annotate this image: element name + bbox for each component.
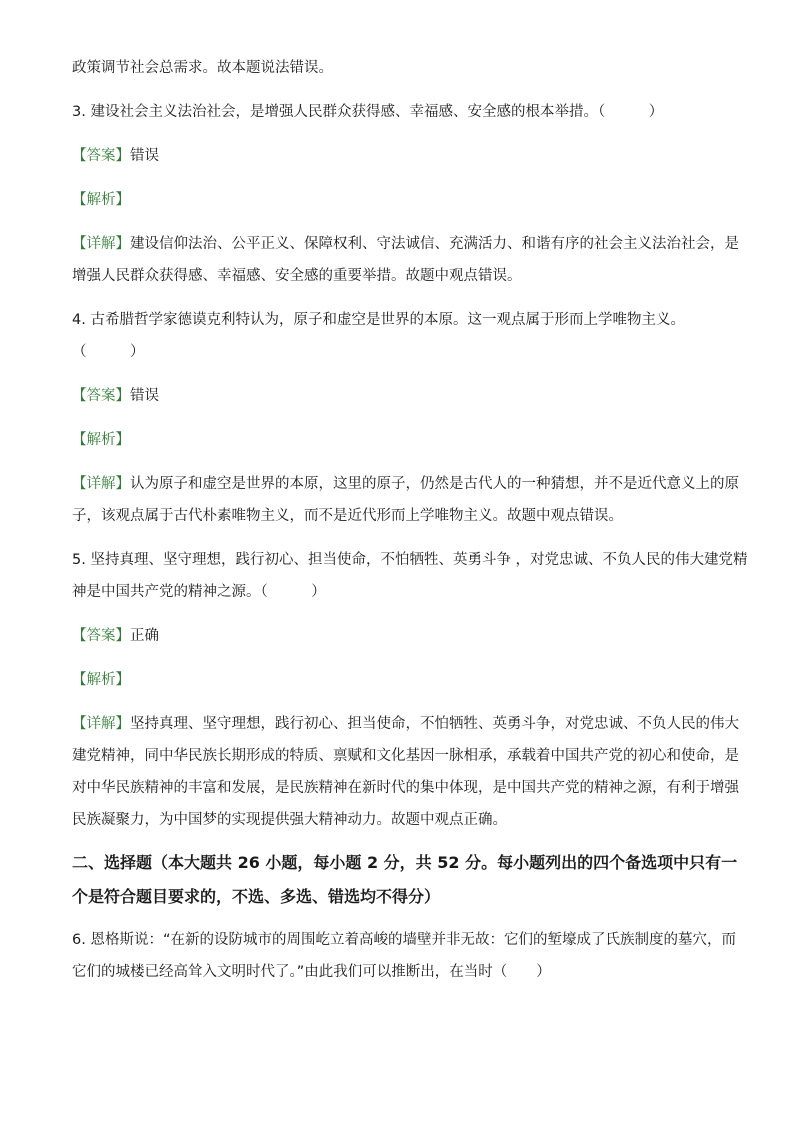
analysis-tag: 【解析】 — [72, 672, 130, 688]
answer-tag: 【答案】 — [72, 148, 130, 164]
q3-stem: 3. 建设社会主义法治社会，是增强人民群众获得感、幸福感、安全感的根本举措。（ ） — [72, 104, 664, 120]
section-heading: 个是符合题目要求的，不选、多选、错选均不得分） — [72, 887, 441, 906]
q5-detail-line — [72, 714, 739, 734]
q3-detail-line — [72, 234, 739, 254]
q5-stem-line: 5. 坚持真理、坚守理想，践行初心、担当使命，不怕牺牲、英勇斗争 ，对党忠诚、不负人民的伟大建党精 — [72, 552, 748, 568]
q3-analysis — [72, 190, 732, 210]
section-heading: 二、选择题（本大题共 26 小题，每小题 2 分，共 52 分。每小题列出的四个备选项中只有一 — [72, 853, 738, 872]
q4-answer — [72, 386, 732, 406]
answer-value: 错误 — [130, 388, 159, 404]
detail-tag: 【详解】 — [72, 476, 130, 492]
answer-value: 错误 — [130, 148, 159, 164]
answer-tag: 【答案】 — [72, 388, 130, 404]
q5-stem-line: 神是中国共产党的精神之源。（ ） — [72, 584, 326, 600]
q3-detail-line: 增强人民群众获得感、幸福感、安全感的重要举措。故题中观点错误。 — [72, 268, 522, 284]
q3-detail — [72, 234, 739, 286]
analysis-tag: 【解析】 — [72, 192, 130, 208]
answer-tag: 【答案】 — [72, 628, 130, 644]
answer-value: 正确 — [130, 628, 159, 644]
detail-text: 坚持真理、坚守理想，践行初心、担当使命，不怕牺牲、英勇斗争，对党忠诚、不负人民的伟大 — [130, 716, 739, 732]
q5-detail-line: 民族凝聚力，为中国梦的实现提供强大精神动力。故题中观点正确。 — [72, 812, 507, 828]
q6-stem — [72, 930, 736, 982]
q5-detail-line: 建党精神，同中华民族长期形成的特质、禀赋和文化基因一脉相承，承载着中国共产党的初心和使命，是 — [72, 748, 739, 764]
q3-answer — [72, 146, 732, 166]
q4-stem-line: （ ） — [72, 344, 145, 360]
q4-detail — [72, 474, 739, 526]
q4-stem — [72, 310, 732, 362]
q5-detail-line: 对中华民族精神的丰富和发展，是民族精神在新时代的集中体现，是中国共产党的精神之源，有利于增强 — [72, 780, 739, 796]
q4-detail-line: 子，该观点属于古代朴素唯物主义，而不是近代形而上学唯物主义。故题中观点错误。 — [72, 508, 623, 524]
q4-analysis — [72, 430, 732, 450]
detail-text: 建设信仰法治、公平正义、保障权利、守法诚信、充满活力、和谐有序的社会主义法治社会，是 — [130, 236, 739, 252]
q4-detail-line — [72, 474, 739, 494]
detail-text: 认为原子和虚空是世界的本原，这里的原子，仍然是古代人的一种猜想，并不是近代意义上的原 — [130, 476, 739, 492]
q4-stem-line: 4. 古希腊哲学家德谟克利特认为，原子和虚空是世界的本原。这一观点属于形而上学唯物主义。 — [72, 312, 685, 328]
q5-analysis — [72, 670, 732, 690]
detail-tag: 【详解】 — [72, 716, 130, 732]
intro-tail: 政策调节社会总需求。故本题说法错误。 — [72, 60, 333, 76]
q6-stem-line: 6. 恩格斯说：“在新的设防城市的周围屹立着高峻的墙壁并非无故：它们的堑壕成了氏族制度的墓穴，而 — [72, 932, 736, 948]
q5-answer — [72, 626, 732, 646]
document-page — [72, 58, 748, 982]
q6-stem-line: 它们的城楼已经高耸入文明时代了。”由此我们可以推断出，在当时（ ） — [72, 964, 551, 980]
q5-stem — [72, 550, 748, 602]
detail-tag: 【详解】 — [72, 236, 130, 252]
analysis-tag: 【解析】 — [72, 432, 130, 448]
q5-detail — [72, 714, 739, 830]
